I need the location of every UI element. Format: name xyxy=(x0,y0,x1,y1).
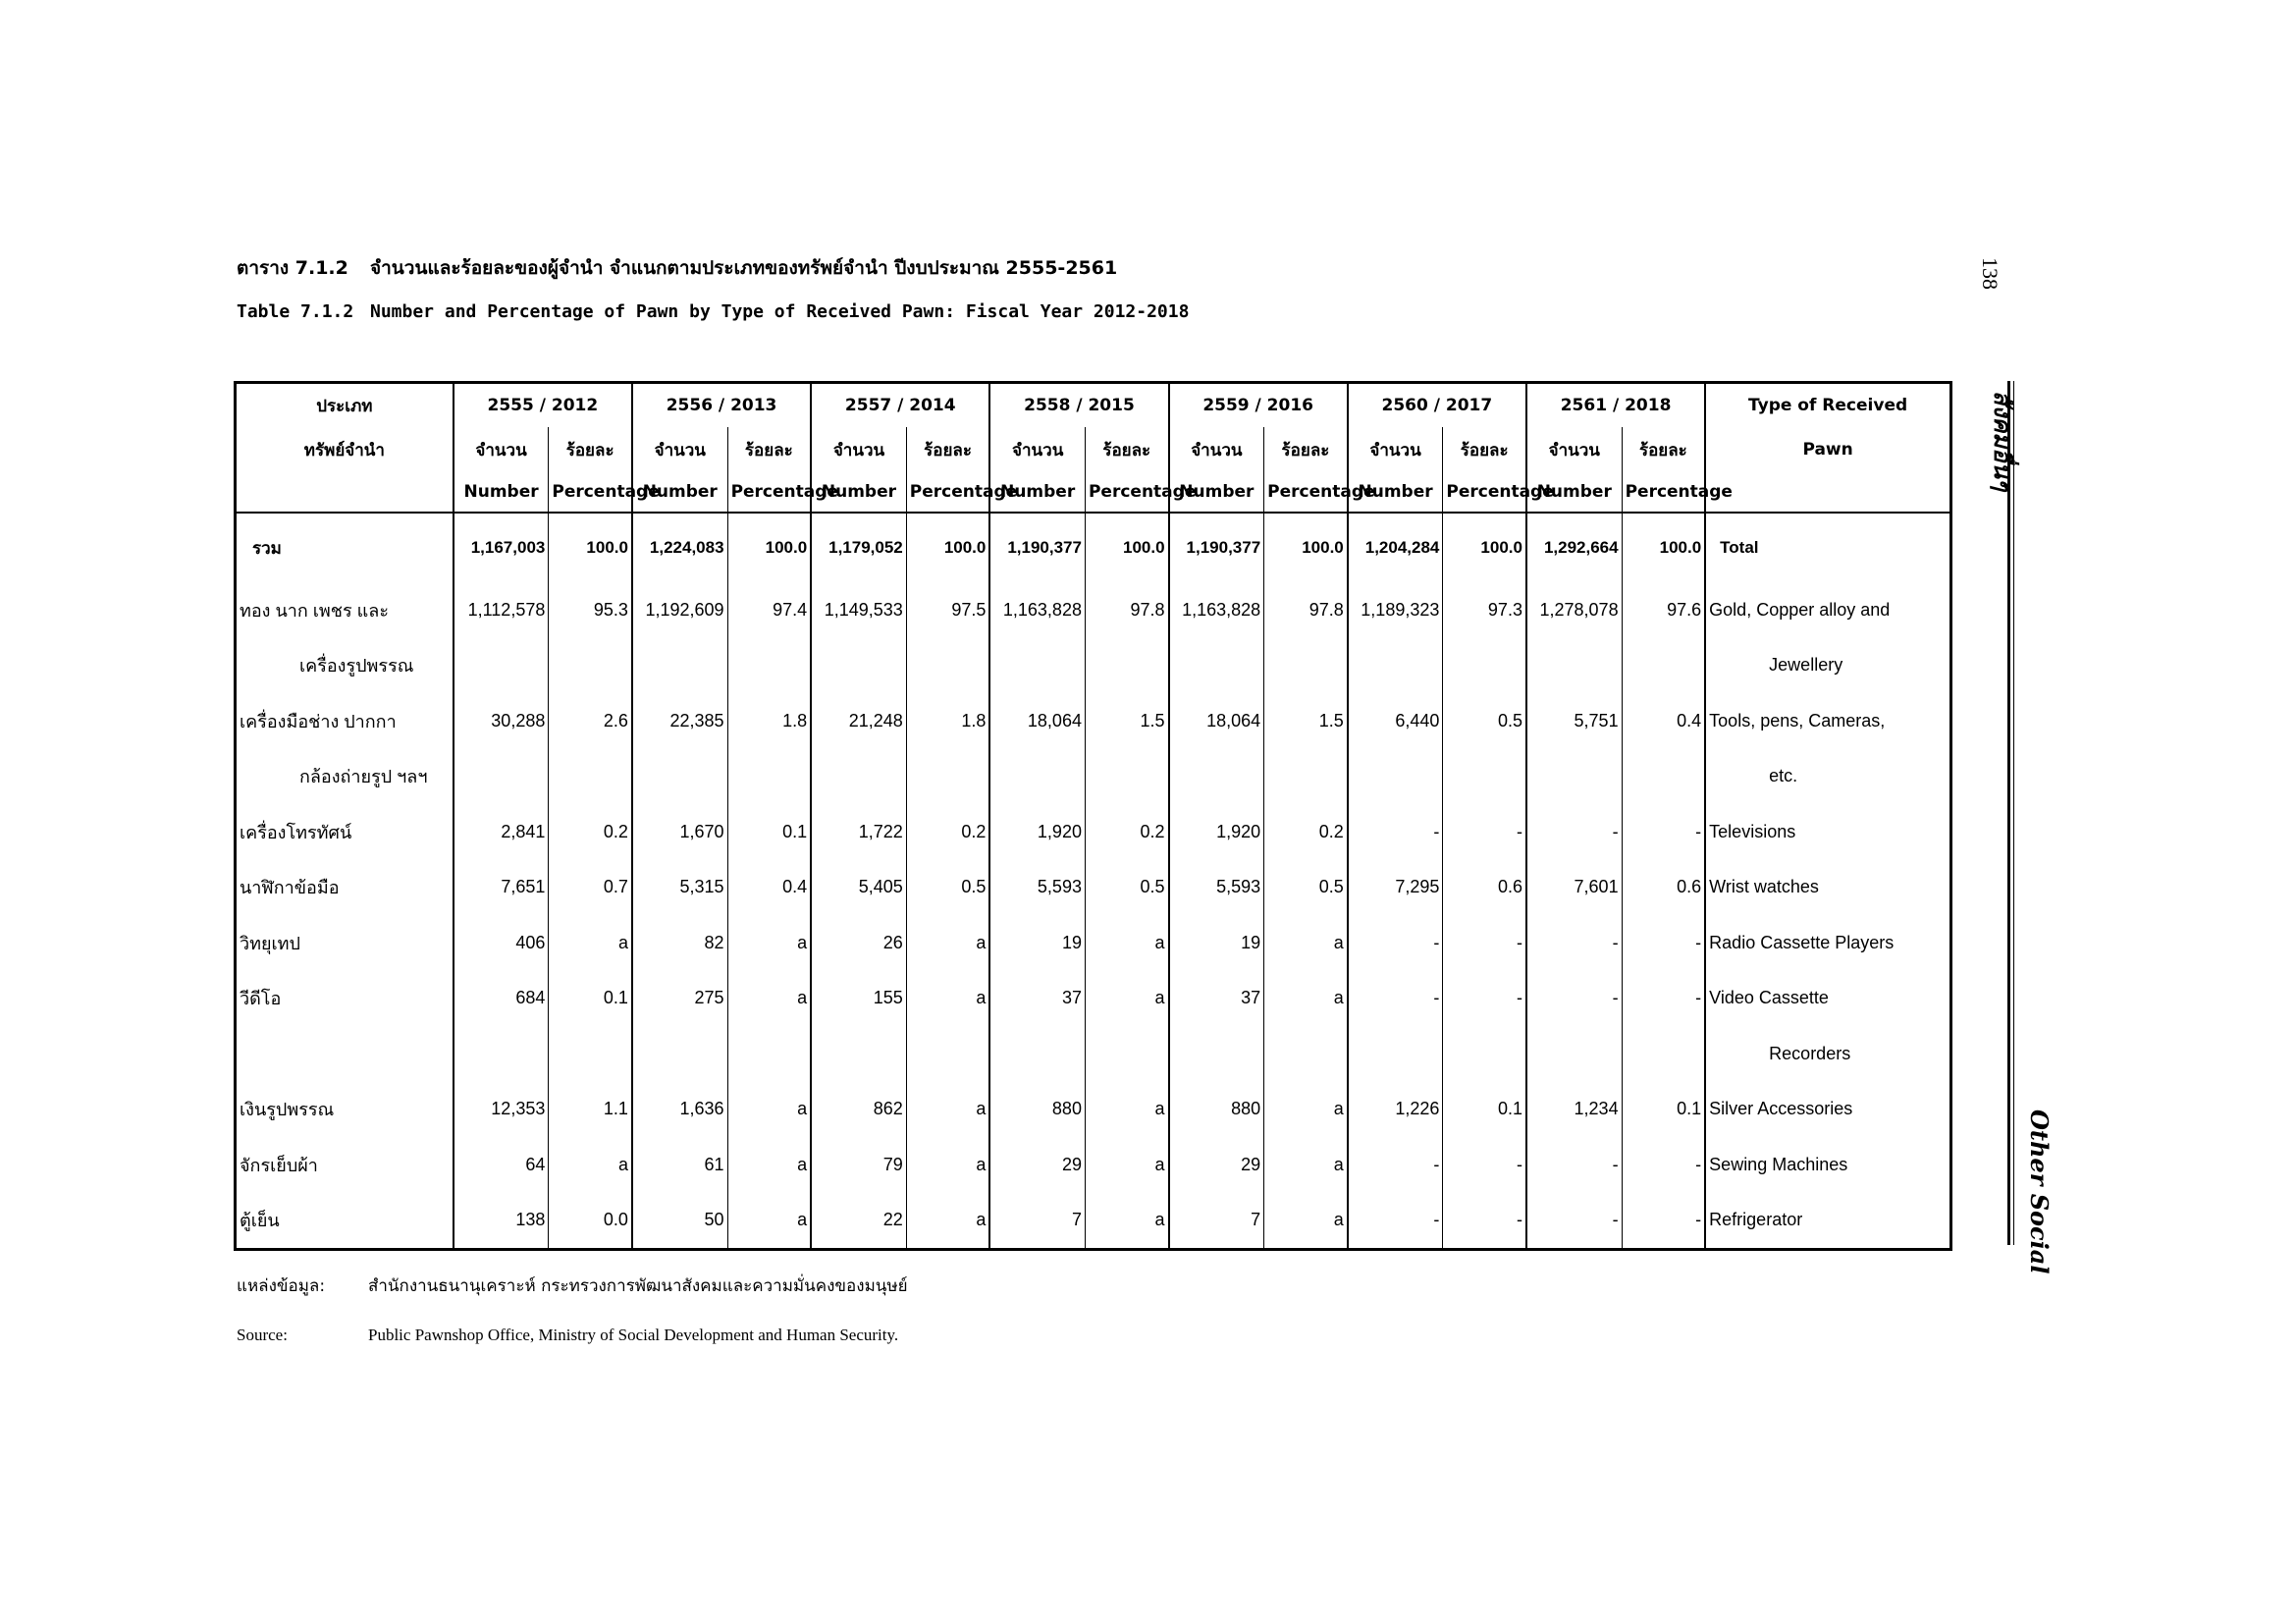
cell-number: - xyxy=(1348,1137,1443,1193)
cell-percent: 0.1 xyxy=(1622,1082,1705,1138)
cell-number xyxy=(1169,1026,1264,1082)
header-percent-thai: ร้อยละ xyxy=(1085,427,1168,472)
cell-percent: 0.5 xyxy=(1085,860,1168,916)
cell-percent xyxy=(549,749,632,805)
cell-percent xyxy=(1622,638,1705,694)
table-body xyxy=(236,513,1951,1250)
cell-number: 7,295 xyxy=(1348,860,1443,916)
table-row xyxy=(236,1137,1951,1193)
header-number-thai: จำนวน xyxy=(632,427,727,472)
cell-number xyxy=(1526,638,1622,694)
cell-percent: 0.6 xyxy=(1622,860,1705,916)
cell-number: 1,226 xyxy=(1348,1082,1443,1138)
cell-number: 1,163,828 xyxy=(989,582,1085,638)
table-row xyxy=(236,1193,1951,1250)
cell-number: - xyxy=(1348,1193,1443,1250)
header-percent-english: Percentage xyxy=(727,472,811,513)
cell-percent: - xyxy=(1443,804,1526,860)
cell-number: 7,601 xyxy=(1526,860,1622,916)
cell-percent xyxy=(1085,1026,1168,1082)
cell-number: 19 xyxy=(989,915,1085,971)
header-number-english: Number xyxy=(632,472,727,513)
row-label-english: Recorders xyxy=(1769,1043,1851,1063)
cell-number: 37 xyxy=(1169,971,1264,1027)
cell-percent xyxy=(1264,638,1348,694)
cell-number xyxy=(1348,1026,1443,1082)
cell-percent: a xyxy=(549,1137,632,1193)
cell-number: 22,385 xyxy=(632,693,727,749)
cell-number xyxy=(454,638,549,694)
cell-percent: 97.3 xyxy=(1443,582,1526,638)
header-type-english: Type of Received xyxy=(1748,396,1908,415)
cell-percent: - xyxy=(1443,915,1526,971)
row-label-english: Wrist watches xyxy=(1709,877,1819,897)
header-percent-thai: ร้อยละ xyxy=(906,427,989,472)
source-english xyxy=(237,1326,898,1345)
row-label-english: Video Cassette xyxy=(1709,988,1829,1008)
cell-number: 1,163,828 xyxy=(1169,582,1264,638)
cell-number: 5,593 xyxy=(989,860,1085,916)
cell-percent: a xyxy=(1264,1082,1348,1138)
cell-number xyxy=(1348,749,1443,805)
cell-number: - xyxy=(1526,971,1622,1027)
header-number-thai: จำนวน xyxy=(1169,427,1264,472)
cell-percent: a xyxy=(727,971,811,1027)
row-label-thai: เครื่องโทรทัศน์ xyxy=(236,804,454,860)
header-percent-thai: ร้อยละ xyxy=(1443,427,1526,472)
cell-percent: a xyxy=(906,1137,989,1193)
cell-number: 684 xyxy=(454,971,549,1027)
table-row xyxy=(236,971,1951,1027)
cell-percent: a xyxy=(1085,971,1168,1027)
cell-number: 7,651 xyxy=(454,860,549,916)
cell-number: - xyxy=(1526,1137,1622,1193)
cell-number: 64 xyxy=(454,1137,549,1193)
cell-number: 50 xyxy=(632,1193,727,1250)
cell-number: 1,179,052 xyxy=(811,513,906,582)
table-row xyxy=(236,1026,1951,1082)
row-label-thai: นาฬิกาข้อมือ xyxy=(236,860,454,916)
cell-number: - xyxy=(1348,971,1443,1027)
cell-percent xyxy=(1085,638,1168,694)
cell-number xyxy=(1169,638,1264,694)
cell-percent: 1.8 xyxy=(727,693,811,749)
row-label-thai: เครื่องรูปพรรณ xyxy=(236,638,454,694)
cell-percent: 100.0 xyxy=(1443,513,1526,582)
cell-percent xyxy=(1264,1026,1348,1082)
table-title-thai xyxy=(237,253,1117,283)
header-year: 2560 / 2017 xyxy=(1348,383,1526,428)
source-english-text: Public Pawnshop Office, Ministry of Social Development and Human Security. xyxy=(368,1326,899,1344)
cell-percent: a xyxy=(1264,1137,1348,1193)
cell-number: 275 xyxy=(632,971,727,1027)
cell-percent: 100.0 xyxy=(1085,513,1168,582)
cell-percent: - xyxy=(1622,1137,1705,1193)
cell-number: 155 xyxy=(811,971,906,1027)
header-percent-english: Percentage xyxy=(1264,472,1348,513)
table-number-english: Table 7.1.2 xyxy=(237,301,354,322)
cell-percent: 0.5 xyxy=(1443,693,1526,749)
source-thai xyxy=(237,1272,908,1299)
cell-percent: 100.0 xyxy=(906,513,989,582)
table-title-thai-text: จำนวนและร้อยละของผู้จำนำ จำแนกตามประเภทของทรัพย์จำนำ ปีงบประมาณ 2555-2561 xyxy=(370,257,1118,279)
cell-number: 1,190,377 xyxy=(1169,513,1264,582)
cell-percent: a xyxy=(1085,1193,1168,1250)
cell-percent: - xyxy=(1622,1193,1705,1250)
cell-percent: 1.1 xyxy=(549,1082,632,1138)
cell-number: 1,224,083 xyxy=(632,513,727,582)
header-number-thai: จำนวน xyxy=(454,427,549,472)
header-number-thai: จำนวน xyxy=(989,427,1085,472)
cell-percent: a xyxy=(906,915,989,971)
row-label-thai: เงินรูปพรรณ xyxy=(236,1082,454,1138)
side-section-thai: สังคมอื่นๆ xyxy=(1989,391,2017,491)
row-label-thai: เครื่องมือช่าง ปากกา xyxy=(236,693,454,749)
cell-percent: a xyxy=(906,1193,989,1250)
cell-number: 1,149,533 xyxy=(811,582,906,638)
cell-number: 1,112,578 xyxy=(454,582,549,638)
cell-number: 18,064 xyxy=(1169,693,1264,749)
header-type-thai: ประเภท xyxy=(236,383,454,428)
cell-percent xyxy=(1443,749,1526,805)
cell-number: 37 xyxy=(989,971,1085,1027)
header-year: 2556 / 2013 xyxy=(632,383,811,428)
cell-number: 406 xyxy=(454,915,549,971)
header-percent-english: Percentage xyxy=(1085,472,1168,513)
cell-number: 1,234 xyxy=(1526,1082,1622,1138)
cell-percent: 1.5 xyxy=(1264,693,1348,749)
cell-number: 1,636 xyxy=(632,1082,727,1138)
table-row xyxy=(236,915,1951,971)
cell-number: 1,189,323 xyxy=(1348,582,1443,638)
header-year: 2555 / 2012 xyxy=(454,383,632,428)
cell-percent: a xyxy=(1085,915,1168,971)
cell-number xyxy=(1169,749,1264,805)
cell-number xyxy=(811,638,906,694)
side-section-english: Other Social xyxy=(2025,1110,2054,1274)
cell-percent: - xyxy=(1622,804,1705,860)
cell-percent: 95.3 xyxy=(549,582,632,638)
cell-percent: - xyxy=(1443,1137,1526,1193)
side-rule xyxy=(2007,381,2010,1245)
cell-number: 21,248 xyxy=(811,693,906,749)
header-number-thai: จำนวน xyxy=(811,427,906,472)
cell-number xyxy=(1348,638,1443,694)
source-thai-text: สำนักงานธนานุเคราะห์ กระทรวงการพัฒนาสังคมและความมั่นคงของมนุษย์ xyxy=(368,1276,908,1296)
cell-percent xyxy=(1264,749,1348,805)
cell-number xyxy=(454,1026,549,1082)
row-label-english: Tools, pens, Cameras, xyxy=(1709,710,1886,731)
header-number-english: Number xyxy=(989,472,1085,513)
cell-number xyxy=(811,749,906,805)
table-row xyxy=(236,693,1951,749)
header-percent-english: Percentage xyxy=(1622,472,1705,513)
cell-percent: a xyxy=(1264,915,1348,971)
row-label-english: Radio Cassette Players xyxy=(1709,932,1895,952)
cell-percent xyxy=(1085,749,1168,805)
cell-percent: 97.8 xyxy=(1085,582,1168,638)
header-year: 2561 / 2018 xyxy=(1526,383,1705,428)
source-english-label: Source: xyxy=(237,1326,288,1344)
cell-number: 862 xyxy=(811,1082,906,1138)
header-percent-english: Percentage xyxy=(1443,472,1526,513)
cell-percent: 0.5 xyxy=(906,860,989,916)
header-number-english: Number xyxy=(1169,472,1264,513)
cell-percent: 97.5 xyxy=(906,582,989,638)
cell-number: 29 xyxy=(1169,1137,1264,1193)
row-label-english: Total xyxy=(1720,538,1759,557)
cell-number: 1,292,664 xyxy=(1526,513,1622,582)
cell-percent: 0.1 xyxy=(549,971,632,1027)
cell-number: 5,751 xyxy=(1526,693,1622,749)
cell-number xyxy=(1526,1026,1622,1082)
header-year: 2557 / 2014 xyxy=(811,383,989,428)
header-number-english: Number xyxy=(1348,472,1443,513)
cell-percent: 2.6 xyxy=(549,693,632,749)
table-row xyxy=(236,638,1951,694)
header-number-thai: จำนวน xyxy=(1348,427,1443,472)
table-total-row xyxy=(236,513,1951,582)
row-label-thai: รวม xyxy=(236,513,454,582)
cell-number: 1,204,284 xyxy=(1348,513,1443,582)
cell-number xyxy=(811,1026,906,1082)
header-percent-english: Percentage xyxy=(906,472,989,513)
cell-percent: 1.5 xyxy=(1085,693,1168,749)
row-label-thai: วิทยุเทป xyxy=(236,915,454,971)
cell-percent xyxy=(549,638,632,694)
cell-number: - xyxy=(1526,1193,1622,1250)
cell-number: 880 xyxy=(1169,1082,1264,1138)
header-number-english: Number xyxy=(454,472,549,513)
cell-percent: a xyxy=(727,915,811,971)
header-percent-thai: ร้อยละ xyxy=(1264,427,1348,472)
cell-percent: 97.6 xyxy=(1622,582,1705,638)
cell-percent: 100.0 xyxy=(1622,513,1705,582)
cell-number: 1,722 xyxy=(811,804,906,860)
cell-number: 138 xyxy=(454,1193,549,1250)
cell-number: 30,288 xyxy=(454,693,549,749)
cell-percent: a xyxy=(727,1082,811,1138)
cell-number: 18,064 xyxy=(989,693,1085,749)
header-year: 2559 / 2016 xyxy=(1169,383,1348,428)
cell-number: - xyxy=(1526,804,1622,860)
cell-percent xyxy=(727,638,811,694)
cell-percent: - xyxy=(1622,971,1705,1027)
cell-number xyxy=(454,749,549,805)
table-number-thai: ตาราง 7.1.2 xyxy=(237,257,348,279)
cell-number: 19 xyxy=(1169,915,1264,971)
cell-percent: 0.2 xyxy=(906,804,989,860)
cell-number: 2,841 xyxy=(454,804,549,860)
cell-number xyxy=(1526,749,1622,805)
cell-number: 1,670 xyxy=(632,804,727,860)
pawn-table xyxy=(234,381,1952,1251)
row-label-english: Refrigerator xyxy=(1709,1210,1803,1230)
table-row xyxy=(236,1082,1951,1138)
cell-percent xyxy=(1622,1026,1705,1082)
cell-number: 6,440 xyxy=(1348,693,1443,749)
cell-number xyxy=(632,638,727,694)
cell-percent: 100.0 xyxy=(549,513,632,582)
header-percent-english: Percentage xyxy=(549,472,632,513)
cell-number: 1,920 xyxy=(989,804,1085,860)
cell-percent: 0.5 xyxy=(1264,860,1348,916)
cell-percent: a xyxy=(549,915,632,971)
cell-percent: - xyxy=(1622,915,1705,971)
cell-percent xyxy=(906,749,989,805)
row-label-thai: วีดีโอ xyxy=(236,971,454,1027)
header-type-thai-2: ทรัพย์จำนำ xyxy=(236,427,454,472)
header-type-english-2: Pawn xyxy=(1802,440,1853,460)
cell-percent: 97.4 xyxy=(727,582,811,638)
cell-percent: 1.8 xyxy=(906,693,989,749)
cell-percent xyxy=(727,1026,811,1082)
cell-percent xyxy=(1443,638,1526,694)
cell-number: - xyxy=(1348,915,1443,971)
cell-percent: - xyxy=(1443,1193,1526,1250)
source-thai-label: แหล่งข้อมูล: xyxy=(237,1276,326,1296)
cell-percent: 0.0 xyxy=(549,1193,632,1250)
cell-percent: a xyxy=(1085,1137,1168,1193)
cell-percent: - xyxy=(1443,971,1526,1027)
cell-number xyxy=(989,1026,1085,1082)
cell-number: - xyxy=(1526,915,1622,971)
cell-number: - xyxy=(1348,804,1443,860)
cell-number: 1,190,377 xyxy=(989,513,1085,582)
cell-number: 22 xyxy=(811,1193,906,1250)
cell-percent: a xyxy=(727,1193,811,1250)
table-row xyxy=(236,804,1951,860)
cell-number: 5,405 xyxy=(811,860,906,916)
row-label-english: Televisions xyxy=(1709,821,1796,841)
cell-number: 7 xyxy=(989,1193,1085,1250)
cell-number: 29 xyxy=(989,1137,1085,1193)
cell-percent: a xyxy=(906,971,989,1027)
cell-percent: a xyxy=(1264,1193,1348,1250)
table-row xyxy=(236,749,1951,805)
cell-number xyxy=(989,749,1085,805)
cell-number: 12,353 xyxy=(454,1082,549,1138)
row-label-thai: จักรเย็บผ้า xyxy=(236,1137,454,1193)
cell-percent: a xyxy=(1264,971,1348,1027)
cell-number: 1,167,003 xyxy=(454,513,549,582)
cell-number: 82 xyxy=(632,915,727,971)
table-title-english-text: Number and Percentage of Pawn by Type of Received Pawn: Fiscal Year 2012-2018 xyxy=(370,301,1190,322)
cell-percent: 0.2 xyxy=(1264,804,1348,860)
cell-percent: a xyxy=(906,1082,989,1138)
cell-percent: 0.4 xyxy=(727,860,811,916)
cell-percent xyxy=(1622,749,1705,805)
row-label-thai: ตู้เย็น xyxy=(236,1193,454,1250)
cell-percent: 0.6 xyxy=(1443,860,1526,916)
row-label-english: Sewing Machines xyxy=(1709,1154,1848,1174)
cell-number xyxy=(632,749,727,805)
cell-percent: 97.8 xyxy=(1264,582,1348,638)
row-label-english: Gold, Copper alloy and xyxy=(1709,599,1891,620)
cell-number: 1,920 xyxy=(1169,804,1264,860)
cell-number: 5,593 xyxy=(1169,860,1264,916)
cell-percent xyxy=(906,638,989,694)
cell-percent: 0.1 xyxy=(727,804,811,860)
cell-percent xyxy=(727,749,811,805)
cell-number xyxy=(989,638,1085,694)
row-label-english: Jewellery xyxy=(1769,655,1843,676)
side-rule-thin xyxy=(2013,381,2014,1245)
header-percent-thai: ร้อยละ xyxy=(1622,427,1705,472)
cell-percent: 0.2 xyxy=(549,804,632,860)
table-row xyxy=(236,582,1951,638)
header-percent-thai: ร้อยละ xyxy=(549,427,632,472)
header-percent-thai: ร้อยละ xyxy=(727,427,811,472)
cell-number: 26 xyxy=(811,915,906,971)
cell-number: 7 xyxy=(1169,1193,1264,1250)
cell-number: 1,278,078 xyxy=(1526,582,1622,638)
cell-percent: 100.0 xyxy=(727,513,811,582)
header-number-english: Number xyxy=(811,472,906,513)
cell-percent: 100.0 xyxy=(1264,513,1348,582)
row-label-thai: กล้องถ่ายรูป ฯลฯ xyxy=(236,749,454,805)
cell-percent: 0.7 xyxy=(549,860,632,916)
cell-number: 880 xyxy=(989,1082,1085,1138)
cell-number: 5,315 xyxy=(632,860,727,916)
cell-percent xyxy=(1443,1026,1526,1082)
table-title-english xyxy=(237,301,1189,322)
cell-percent: a xyxy=(1085,1082,1168,1138)
cell-number: 1,192,609 xyxy=(632,582,727,638)
header-year: 2558 / 2015 xyxy=(989,383,1168,428)
header-number-thai: จำนวน xyxy=(1526,427,1622,472)
page-number: 138 xyxy=(1978,257,2002,290)
cell-number: 79 xyxy=(811,1137,906,1193)
cell-percent: a xyxy=(727,1137,811,1193)
row-label-english: Silver Accessories xyxy=(1709,1099,1853,1119)
cell-number: 61 xyxy=(632,1137,727,1193)
cell-percent: 0.2 xyxy=(1085,804,1168,860)
cell-percent: 0.1 xyxy=(1443,1082,1526,1138)
row-label-thai: ทอง นาก เพชร และ xyxy=(236,582,454,638)
table-row xyxy=(236,860,1951,916)
header-number-english: Number xyxy=(1526,472,1622,513)
cell-percent xyxy=(549,1026,632,1082)
cell-number xyxy=(632,1026,727,1082)
row-label-english: etc. xyxy=(1769,766,1798,786)
row-label-thai xyxy=(236,1026,454,1082)
cell-percent: 0.4 xyxy=(1622,693,1705,749)
cell-percent xyxy=(906,1026,989,1082)
